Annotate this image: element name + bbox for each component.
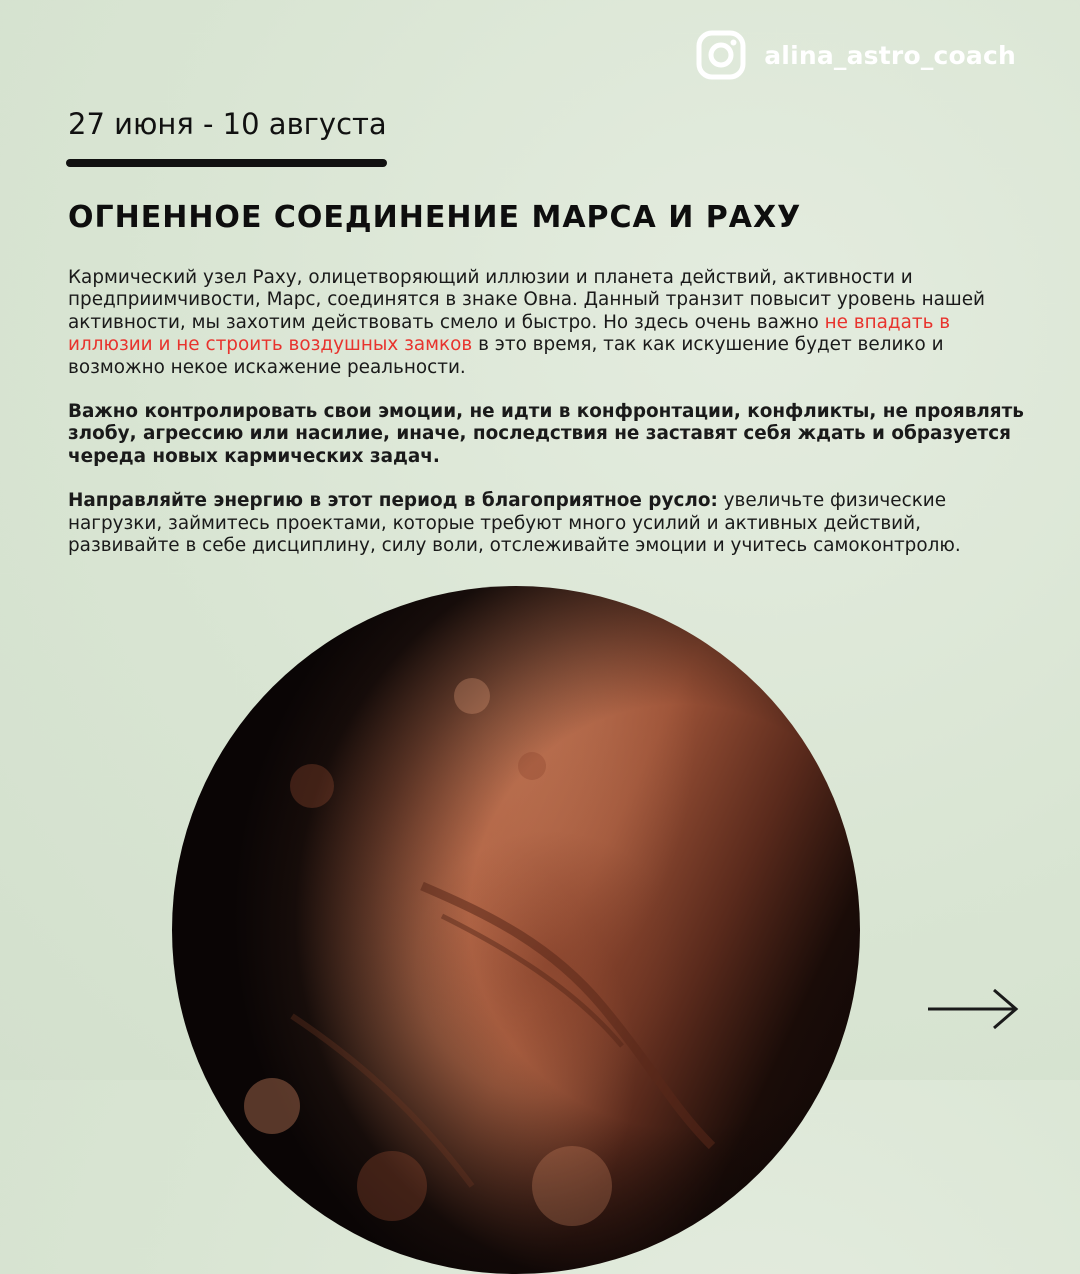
advice-text: увеличьте физические нагрузки, займитесь проектами, которые требуют много усилий и активных действий, развивайте в себе дисциплину, силу воли, отслеживайте эмоции и учитесь самоконтролю. bbox=[68, 490, 961, 557]
paragraph-advice bbox=[68, 490, 1028, 557]
instagram-icon[interactable] bbox=[696, 30, 746, 80]
brand-header bbox=[696, 30, 1016, 80]
date-range: 27 июня - 10 августа bbox=[68, 107, 387, 141]
intro-text-end: в это время, так как искушение будет велико и возможно некое искажение реальности. bbox=[68, 334, 944, 378]
advice-lead: Направляйте энергию в этот период в благоприятное русло: bbox=[68, 490, 718, 512]
paragraph-emotions: Важно контролировать свои эмоции, не идти в конфронтации, конфликты, не проявлять злобу, агрессию или насилие, иначе, последствия не заставят себя ждать и образуется череда новых кармических задач. bbox=[68, 401, 1024, 467]
mars-planet-image bbox=[172, 586, 860, 1274]
paragraph-intro bbox=[68, 267, 1028, 379]
brand-handle[interactable]: alina_astro_coach bbox=[764, 40, 1016, 70]
page-title: ОГНЕННОЕ СОЕДИНЕНИЕ МАРСА И РАХУ bbox=[68, 200, 802, 235]
intro-text-start: Кармический узел Раху, олицетворяющий иллюзии и планета действий, активности и предприимчивости, Марс, соединятся в знаке Овна. Данный транзит повысит уровень нашей активности, мы захотим действовать смело и быстро. Но здесь очень важно bbox=[68, 267, 985, 333]
highlight-warning: не впадать в иллюзии и не строить воздушных замков bbox=[68, 311, 951, 356]
article-body bbox=[68, 267, 1028, 579]
next-arrow-icon[interactable] bbox=[926, 986, 1020, 1032]
divider bbox=[66, 159, 387, 167]
